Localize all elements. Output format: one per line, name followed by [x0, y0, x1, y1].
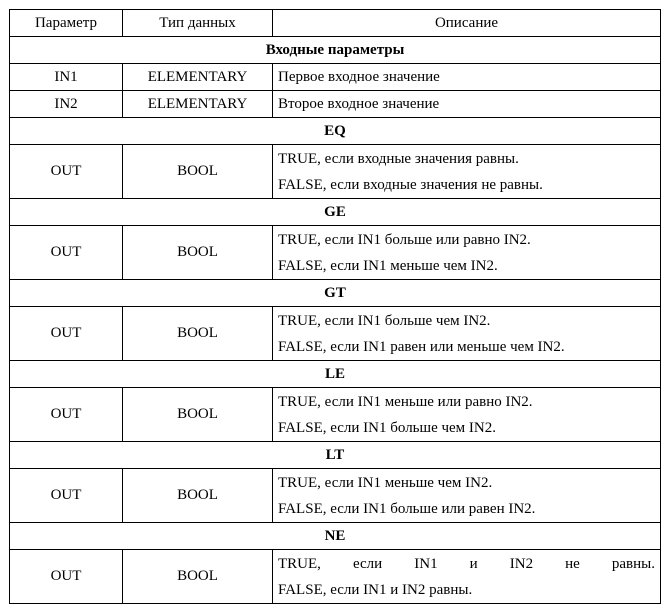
table-row — [10, 307, 661, 361]
desc-cell — [273, 469, 661, 523]
param-cell: OUT — [10, 307, 123, 361]
section-title: EQ — [10, 118, 661, 145]
desc-cell — [273, 226, 661, 280]
param-cell: OUT — [10, 550, 123, 604]
desc-line-true: TRUE, если IN1 меньше чем IN2. — [278, 474, 493, 491]
desc-cell — [273, 145, 661, 199]
desc-cell — [273, 388, 661, 442]
desc-cell — [273, 550, 661, 604]
type-cell: ELEMENTARY — [123, 64, 273, 91]
section-title: GE — [10, 199, 661, 226]
desc-line-false: FALSE, если IN1 равен или меньше чем IN2. — [278, 338, 565, 355]
section-row-le — [10, 361, 661, 388]
desc-line-true: TRUE, если входные значения равны. — [278, 150, 519, 167]
header-desc: Описание — [273, 10, 661, 37]
type-cell: BOOL — [123, 388, 273, 442]
section-title: GT — [10, 280, 661, 307]
type-cell: BOOL — [123, 307, 273, 361]
desc-line-true: TRUE, если IN1 меньше или равно IN2. — [278, 393, 533, 410]
header-type: Тип данных — [123, 10, 273, 37]
desc-cell: Первое входное значение — [273, 64, 661, 91]
section-row-gt — [10, 280, 661, 307]
param-cell: OUT — [10, 469, 123, 523]
section-row-ge — [10, 199, 661, 226]
section-row-lt — [10, 442, 661, 469]
param-cell: OUT — [10, 145, 123, 199]
table-row — [10, 550, 661, 604]
table-row — [10, 226, 661, 280]
desc-line-true: TRUE, если IN1 больше или равно IN2. — [278, 231, 531, 248]
type-cell: ELEMENTARY — [123, 91, 273, 118]
section-title: Входные параметры — [10, 37, 661, 64]
table-row — [10, 145, 661, 199]
param-cell: IN2 — [10, 91, 123, 118]
header-row — [10, 10, 661, 37]
parameters-table — [9, 9, 661, 604]
desc-line-true: TRUE, если IN1 больше чем IN2. — [278, 312, 491, 329]
header-param: Параметр — [10, 10, 123, 37]
section-title: NE — [10, 523, 661, 550]
desc-cell — [273, 307, 661, 361]
desc-line-false: FALSE, если IN1 и IN2 равны. — [278, 581, 473, 598]
desc-line-true: TRUE, если IN1 и IN2 не равны. — [278, 555, 655, 572]
param-cell: OUT — [10, 226, 123, 280]
desc-line-false: FALSE, если входные значения не равны. — [278, 176, 543, 193]
table-row — [10, 469, 661, 523]
table-row — [10, 91, 661, 118]
type-cell: BOOL — [123, 469, 273, 523]
desc-line-false: FALSE, если IN1 больше или равен IN2. — [278, 500, 536, 517]
section-title: LT — [10, 442, 661, 469]
section-row-ne — [10, 523, 661, 550]
desc-cell: Второе входное значение — [273, 91, 661, 118]
param-cell: IN1 — [10, 64, 123, 91]
section-title: LE — [10, 361, 661, 388]
type-cell: BOOL — [123, 145, 273, 199]
desc-line-false: FALSE, если IN1 меньше чем IN2. — [278, 257, 498, 274]
desc-line-false: FALSE, если IN1 больше чем IN2. — [278, 419, 496, 436]
section-row-eq — [10, 118, 661, 145]
type-cell: BOOL — [123, 550, 273, 604]
section-row-inputs — [10, 37, 661, 64]
table-row — [10, 388, 661, 442]
type-cell: BOOL — [123, 226, 273, 280]
param-cell: OUT — [10, 388, 123, 442]
table-row — [10, 64, 661, 91]
